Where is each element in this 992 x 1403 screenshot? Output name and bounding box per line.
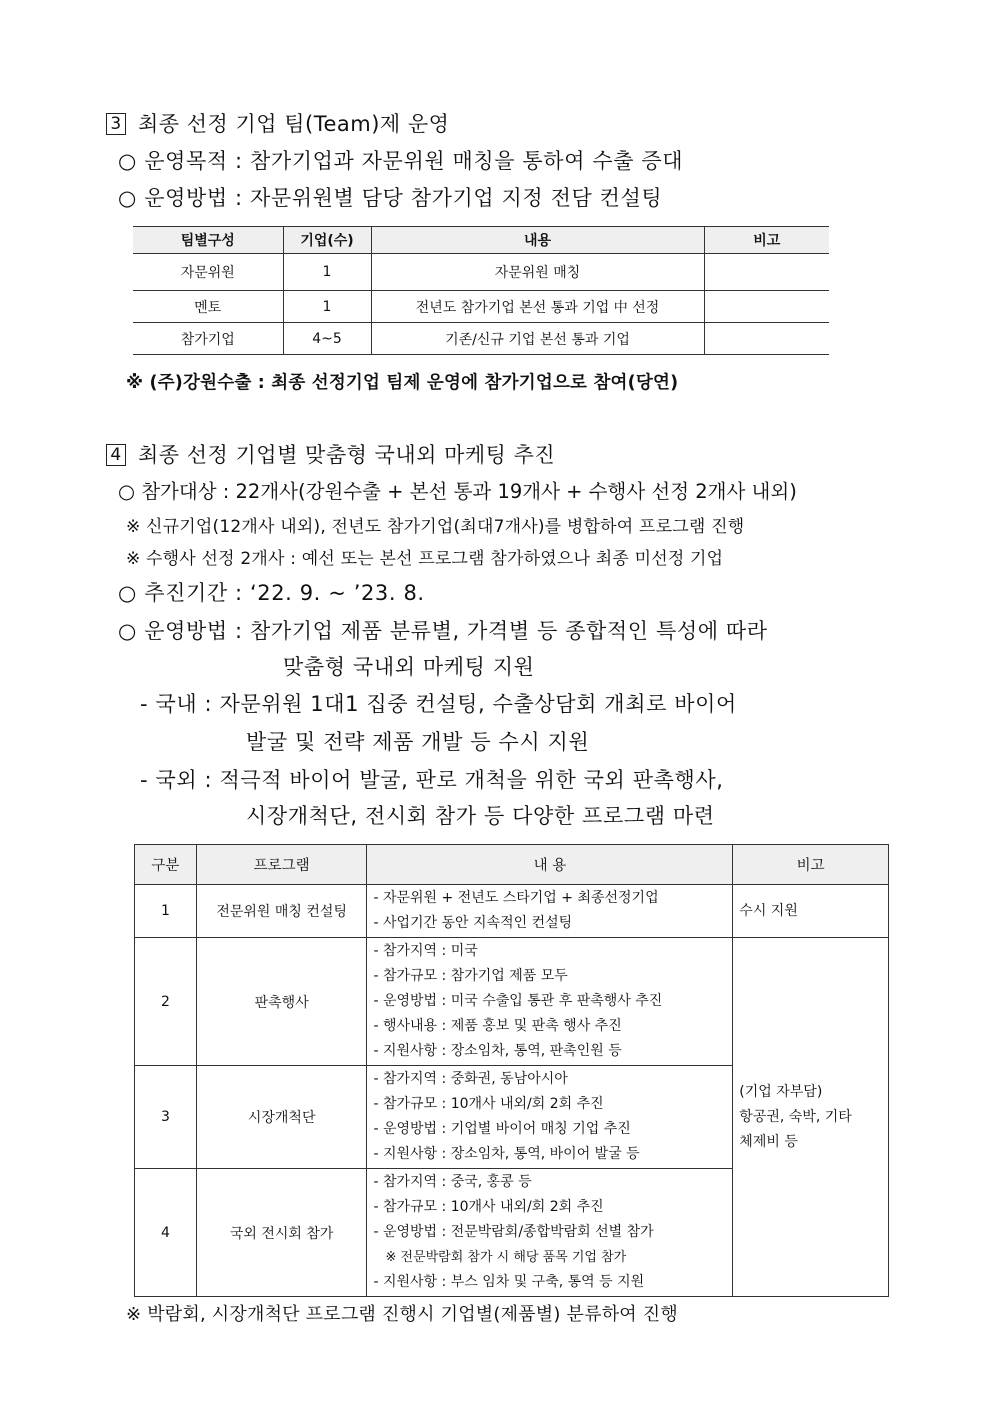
program-no: 3 <box>135 1066 197 1169</box>
program-content <box>367 1169 733 1297</box>
table-cell: 자문위원 매칭 <box>371 254 704 291</box>
program-name: 판촉행사 <box>196 938 367 1066</box>
content-line: - 운영방법 : 기업별 바이어 매칭 기업 추진 <box>373 1121 631 1137</box>
section3-heading <box>106 108 449 138</box>
content-line: - 참가규모 : 참가기업 제품 모두 <box>373 968 568 984</box>
program-name: 전문위원 매칭 컨설팅 <box>196 885 367 938</box>
section4-title: 최종 선정 기업별 맞춤형 국내외 마케팅 추진 <box>138 443 556 467</box>
program-table <box>134 844 889 1297</box>
table-row <box>133 254 829 291</box>
program-name: 국외 전시회 참가 <box>196 1169 367 1297</box>
program-col-header: 내 용 <box>367 845 733 885</box>
section4-note2: ※ 수행사 선정 2개사 : 예선 또는 본선 프로그램 참가하였으나 최종 미선정 기업 <box>126 549 724 569</box>
program-content <box>367 1066 733 1169</box>
section4-note1: ※ 신규기업(12개사 내외), 전년도 참가기업(최대7개사)를 병합하여 프로그램 진행 <box>126 517 745 537</box>
program-col-header: 구분 <box>135 845 197 885</box>
section3-number: 3 <box>106 113 126 135</box>
section4-domestic-line1: - 국내 : 자문위원 1대1 집중 컨설팅, 수출상담회 개최로 바이어 <box>140 692 737 716</box>
content-line: - 운영방법 : 전문박람회/종합박람회 선별 참가 <box>373 1224 654 1240</box>
content-line: - 자문위원 + 전년도 스타기업 + 최종선정기업 <box>373 890 659 906</box>
table-cell: 1 <box>283 291 371 323</box>
section3-purpose: ○ 운영목적 : 참가기업과 자문위원 매칭을 통하여 수출 증대 <box>118 149 684 173</box>
section4-method-line1: ○ 운영방법 : 참가기업 제품 분류별, 가격별 등 종합적인 특성에 따라 <box>118 619 768 643</box>
program-no: 1 <box>135 885 197 938</box>
section4-number: 4 <box>106 444 126 466</box>
content-line: - 참가지역 : 중화권, 동남아시아 <box>373 1071 568 1087</box>
program-shared-note <box>733 938 889 1297</box>
program-name: 시장개척단 <box>196 1066 367 1169</box>
table-cell: 전년도 참가기업 본선 통과 기업 中 선정 <box>371 291 704 323</box>
section4-method-line2: 맞춤형 국내외 마케팅 지원 <box>283 655 535 679</box>
note-line: (기업 자부담) <box>739 1083 823 1100</box>
team-table-header <box>133 227 829 254</box>
team-col-header: 비고 <box>704 227 829 254</box>
section3-title: 최종 선정 기업 팀(Team)제 운영 <box>138 112 450 136</box>
note-line: 항공권, 숙박, 기타 <box>739 1108 852 1125</box>
section3-note: ※ (주)강원수출 : 최종 선정기업 팀제 운영에 참가기업으로 참여(당연) <box>126 373 679 393</box>
section4-footer-note: ※ 박람회, 시장개척단 프로그램 진행시 기업별(제품별) 분류하여 진행 <box>126 1304 678 1325</box>
table-cell <box>704 323 829 355</box>
table-cell <box>704 254 829 291</box>
table-row <box>133 323 829 355</box>
section4-domestic-line2: 발굴 및 전략 제품 개발 등 수시 지원 <box>246 730 590 754</box>
program-col-header: 비고 <box>733 845 889 885</box>
table-cell: 참가기업 <box>133 323 283 355</box>
section4-target: ○ 참가대상 : 22개사(강원수출 + 본선 통과 19개사 + 수행사 선정 2개사 내외) <box>118 480 797 503</box>
team-col-header: 팀별구성 <box>133 227 283 254</box>
note-line: 체제비 등 <box>739 1133 798 1150</box>
table-cell <box>704 291 829 323</box>
content-line: - 참가규모 : 10개사 내외/회 2회 추진 <box>373 1096 604 1112</box>
table-row <box>133 291 829 323</box>
program-content <box>367 938 733 1066</box>
content-line: - 운영방법 : 미국 수출입 통관 후 판촉행사 추진 <box>373 993 663 1009</box>
section4-period: ○ 추진기간 : ‘22. 9. ~ ’23. 8. <box>118 581 425 605</box>
section3-method: ○ 운영방법 : 자문위원별 담당 참가기업 지정 전담 컨설팅 <box>118 186 663 210</box>
table-cell: 1 <box>283 254 371 291</box>
table-row <box>135 938 889 1066</box>
table-cell: 기존/신규 기업 본선 통과 기업 <box>371 323 704 355</box>
section4-heading <box>106 439 555 469</box>
table-cell: 멘토 <box>133 291 283 323</box>
team-col-header: 내용 <box>371 227 704 254</box>
content-line: - 지원사항 : 장소임차, 통역, 판촉인원 등 <box>373 1043 622 1059</box>
content-line: - 지원사항 : 장소임차, 통역, 바이어 발굴 등 <box>373 1146 640 1162</box>
content-line: - 참가지역 : 미국 <box>373 943 478 959</box>
program-note: 수시 지원 <box>733 885 889 938</box>
table-cell: 4~5 <box>283 323 371 355</box>
program-content <box>367 885 733 938</box>
content-line: - 참가규모 : 10개사 내외/회 2회 추진 <box>373 1199 604 1215</box>
program-no: 4 <box>135 1169 197 1297</box>
table-cell: 자문위원 <box>133 254 283 291</box>
team-table <box>133 226 829 355</box>
section4-overseas-line2: 시장개척단, 전시회 참가 등 다양한 프로그램 마련 <box>246 804 715 828</box>
content-line: - 지원사항 : 부스 임차 및 구축, 통역 등 지원 <box>373 1274 645 1290</box>
content-subnote: ※ 전문박람회 참가 시 해당 품목 기업 참가 <box>385 1250 627 1265</box>
content-line: - 참가지역 : 중국, 홍콩 등 <box>373 1174 532 1190</box>
program-col-header: 프로그램 <box>196 845 367 885</box>
team-col-header: 기업(수) <box>283 227 371 254</box>
program-table-header <box>135 845 889 885</box>
program-no: 2 <box>135 938 197 1066</box>
table-row <box>135 885 889 938</box>
content-line: - 사업기간 동안 지속적인 컨설팅 <box>373 915 573 931</box>
section4-overseas-line1: - 국외 : 적극적 바이어 발굴, 판로 개척을 위한 국외 판촉행사, <box>140 768 724 792</box>
content-line: - 행사내용 : 제품 홍보 및 판촉 행사 추진 <box>373 1018 622 1034</box>
